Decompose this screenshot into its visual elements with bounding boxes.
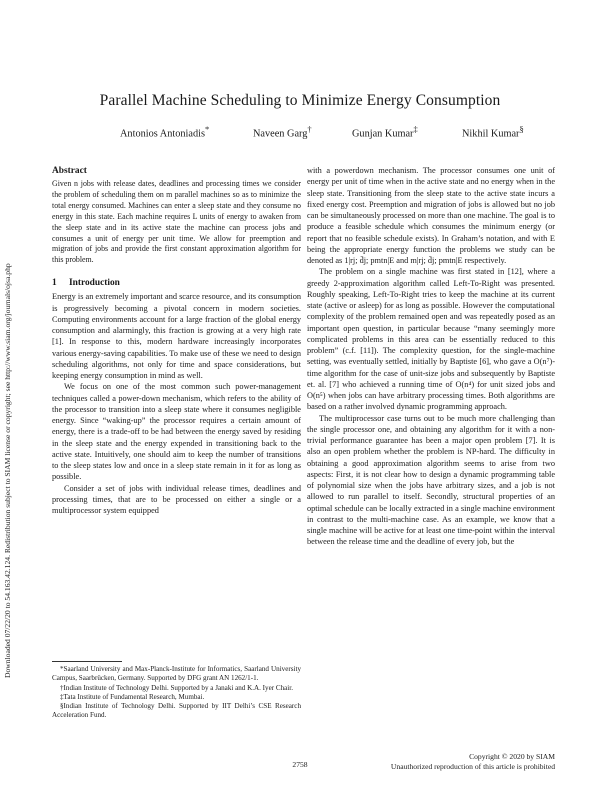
intro-paragraph-1: Energy is an extremely important and scarce resource, and its consumption is progressively becoming a pivotal concern in modern societies. Computing environments account for a large fraction of the global energy consumption and alarmingly, this fraction is growing at a very high rate [1]. In response to this, modern hardware increasingly incorporates various energy-saving capabilities. To make use of these we need to design scheduling algorithms, not only for time and space considerations, but keeping energy consumption in mind as well. xyxy=(52,292,301,380)
author-list xyxy=(60,124,580,138)
right-column xyxy=(307,165,555,548)
intro-paragraph-3: Consider a set of jobs with individual release times, deadlines and processing times, that are to be processed on either a single or a multiprocessor system equipped xyxy=(52,483,301,515)
paper-title: Parallel Machine Scheduling to Minimize Energy Consumption xyxy=(99,92,501,109)
author-3: Gunjan Kumar‡ xyxy=(352,124,418,140)
page-number: 2758 xyxy=(292,760,308,769)
reproduction-line: Unauthorized reproduction of this article is prohibited xyxy=(390,762,555,771)
abstract-section xyxy=(52,165,301,266)
copyright-notice xyxy=(335,752,555,772)
right-paragraph-3: The multiprocessor case turns out to be much more challenging than the single processor one, and obtaining any algorithm for it with a non-trivial performance guarantee has been a major open problem [7]. It is also an open problem whether the problem is NP-hard. The difficulty in obtaining a good approximation algorithm seems to arise from two aspects: First, it is not clear how to design a dynamic programming table of polynomial size when the jobs have arbitrary sizes, and a job is not allowed to run parallel to itself. Secondly, structural properties of an optimal schedule can be locally extracted in a single machine environment in contrast to the multi-machine case. As an example, we know that a single machine will be active for at least one time-point within the interval between the release time and the deadline of every job, but the xyxy=(307,413,555,547)
author-1: Antonios Antoniadis* xyxy=(120,124,210,140)
download-notice: Downloaded 07/22/20 to 54.163.42.124. Redistribution subject to SIAM license or copyright; see http://www.siam.org/journals/ojsa.php xyxy=(3,263,12,678)
footnote-4: §Indian Institute of Technology Delhi. Supported by IIT Delhi’s CSE Research Acceleration Fund. xyxy=(52,702,301,720)
author-2: Naveen Garg† xyxy=(253,124,312,140)
abstract-text: Given n jobs with release dates, deadlines and processing times we consider the problem of scheduling them on m parallel machines so as to minimize the total energy consumed. Machines can enter a sleep state and they consume no energy in this state. Each machine requires L units of energy to awaken from the sleep state and in its active state the machine can process jobs and consumes a unit of energy per unit time. We allow for preemption and migration of jobs and provide the first constant approximation algorithm for this problem. xyxy=(52,179,301,265)
abstract-heading: Abstract xyxy=(52,166,87,176)
intro-paragraph-2: We focus on one of the most common such power-management techniques called a power-down mechanism, which refers to the ability of the processor to transition into a sleep state where it consumes negligible energy. Since “waking-up” the processor requires a certain amount of energy, there is a trade-off to be had between the energy saved by residing in the sleep state and the energy expended in transitioning back to the active state. Intuitively, one should aim to keep the number of transitions to the sleep states low and once in a sleep state remain in it for as long as possible. xyxy=(52,382,301,482)
footnote-1: *Saarland University and Max-Planck-Institute for Informatics, Saarland University Campus, Saarbrücken, Germany. Supported by DFG grant AN 1262/1-1. xyxy=(52,665,301,683)
footnote-3: ‡Tata Institute of Fundamental Research, Mumbai. xyxy=(60,692,205,701)
right-paragraph-1: with a powerdown mechanism. The processor consumes one unit of energy per unit of time when in the active state and no energy when in the sleep state. Transitioning from the sleep state to the active state incurs a fixed energy cost. Preemption and migration of jobs is allowed but no job can be simultaneously processed on more than one machine. The goal is to produce a feasible schedule which consumes the minimum energy (or report that no feasible schedule exists). In Graham’s notation, and with E being the appropriate energy function the problems we study can be denoted as 1|rj; d̄j; pmtn|E and m|rj; d̄j; pmtn|E respectively. xyxy=(307,166,555,265)
author-4: Nikhil Kumar§ xyxy=(462,124,524,140)
footnote-rule xyxy=(52,661,122,662)
copyright-line: Copyright © 2020 by SIAM xyxy=(469,752,555,761)
section-heading: 1 Introduction xyxy=(52,278,120,289)
left-column xyxy=(52,165,301,516)
footnote-2: †Indian Institute of Technology Delhi. Supported by a Janaki and K.A. Iyer Chair. xyxy=(60,683,294,692)
right-paragraph-2: The problem on a single machine was first stated in [12], where a greedy 2-approximation algorithm called Left-To-Right was presented. Roughly speaking, Left-To-Right tries to keep the machine at its current state (active or asleep) for as long as possible. However the computational complexity of the problem remained open and was repeatedly posed as an important open question, in particular because “many seemingly more complicated problems in this area can be essentially reduced to this problem” (c.f. [11]). The complexity question, for the single-machine setting, was eventually settled, initially by Baptiste [6], who gave a O(n⁷)-time algorithm for the case of unit-size jobs and subsequently by Baptiste et. al. [7] who achieved a running time of O(n⁴) for unit sized jobs and O(n⁵) when jobs can have arbitrary processing times. Both algorithms are based on a rather involved dynamic programming approach. xyxy=(307,267,555,412)
footnotes xyxy=(52,661,301,721)
